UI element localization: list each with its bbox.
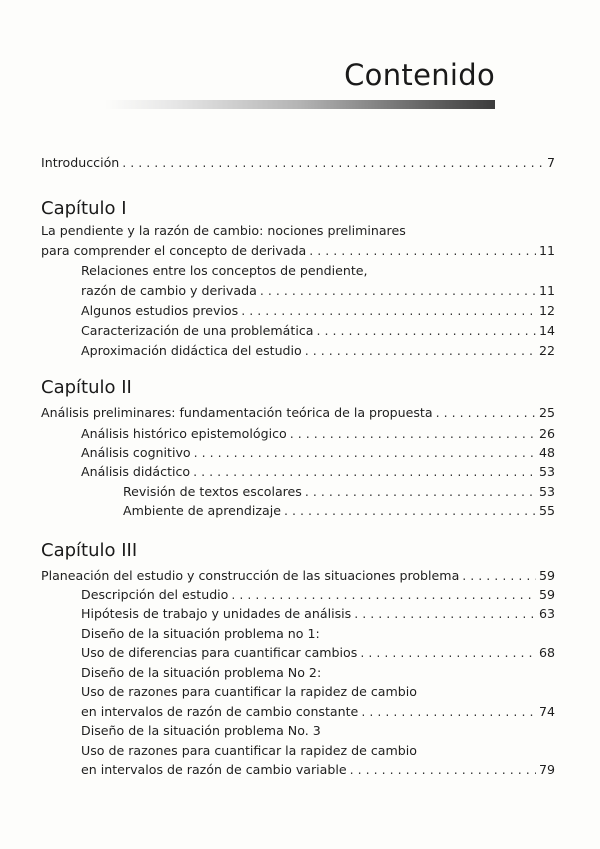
toc-entry[interactable] [81, 343, 555, 359]
dot-leader [305, 343, 536, 359]
toc-entry-label: Análisis cognitivo [81, 445, 191, 460]
dot-leader [290, 426, 536, 442]
toc-entry[interactable] [81, 426, 555, 442]
toc-entry-planeacion[interactable] [41, 568, 555, 584]
toc-page-number: 74 [538, 704, 555, 719]
toc-entry-label: Introducción [41, 155, 120, 170]
page-title: Contenido [344, 58, 495, 92]
dot-leader [361, 704, 536, 720]
toc-entry-situacion-2[interactable] [81, 704, 555, 720]
toc-page-number: 12 [538, 303, 555, 318]
dot-leader [194, 445, 536, 461]
toc-page-number: 53 [538, 464, 555, 479]
dot-leader [305, 484, 536, 500]
toc-entry-label: Descripción del estudio [81, 587, 229, 602]
chapter-heading-1: Capítulo I [41, 198, 127, 219]
toc-entry-introduccion[interactable] [41, 155, 555, 171]
toc-page-number: 14 [538, 323, 555, 338]
dot-leader [193, 464, 536, 480]
toc-page-number: 26 [538, 426, 555, 441]
dot-leader [260, 283, 536, 299]
toc-entry-label: Caracterización de una problemática [81, 323, 314, 338]
toc-entry-analisis-preliminares[interactable] [41, 405, 555, 421]
dot-leader [316, 323, 536, 339]
toc-entry-label: en intervalos de razón de cambio variable [81, 762, 347, 777]
toc-page-number: 63 [538, 606, 555, 621]
toc-page-number: 11 [538, 243, 555, 258]
toc-entry[interactable] [81, 587, 555, 603]
toc-entry-label: razón de cambio y derivada [81, 283, 257, 298]
toc-entry-line[interactable]: La pendiente y la razón de cambio: nociones preliminares [41, 223, 406, 238]
dot-leader [436, 405, 536, 421]
toc-subentry[interactable] [123, 503, 555, 519]
chapter-heading-3: Capítulo III [41, 540, 138, 561]
toc-entry-situacion-1[interactable] [81, 645, 555, 661]
toc-page-number: 48 [538, 445, 555, 460]
toc-entry-line[interactable]: Uso de razones para cuantificar la rapidez de cambio [81, 743, 417, 758]
toc-entry-line[interactable]: Diseño de la situación problema No. 3 [81, 723, 321, 738]
dot-leader [284, 503, 536, 519]
toc-entry-line[interactable]: Diseño de la situación problema No 2: [81, 665, 322, 680]
toc-page-number: 55 [538, 503, 555, 518]
toc-page-number: 25 [538, 405, 555, 420]
toc-page-number: 68 [538, 645, 555, 660]
toc-entry-line[interactable]: Uso de razones para cuantificar la rapidez de cambio [81, 684, 417, 699]
toc-page-number: 79 [538, 762, 555, 777]
toc-page-number: 7 [546, 155, 555, 170]
toc-entry[interactable] [81, 303, 555, 319]
dot-leader [241, 303, 536, 319]
toc-page-number: 11 [538, 283, 555, 298]
toc-entry-label: Algunos estudios previos [81, 303, 239, 318]
toc-entry-label: Análisis preliminares: fundamentación teórica de la propuesta [41, 405, 433, 420]
toc-subentry[interactable] [123, 484, 555, 500]
dot-leader [360, 645, 536, 661]
toc-entry[interactable] [81, 323, 555, 339]
toc-entry-label: para comprender el concepto de derivada [41, 243, 307, 258]
chapter-heading-2: Capítulo II [41, 377, 132, 398]
toc-page-number: 59 [538, 568, 555, 583]
dot-leader [350, 762, 536, 778]
toc-page-number: 59 [538, 587, 555, 602]
toc-entry-pendiente[interactable] [41, 243, 555, 259]
dot-leader [309, 243, 536, 259]
toc-entry-line[interactable]: Relaciones entre los conceptos de pendiente, [81, 263, 368, 278]
toc-entry-label: Aproximación didáctica del estudio [81, 343, 302, 358]
toc-entry-label: Planeación del estudio y construcción de las situaciones problema [41, 568, 460, 583]
toc-entry-label: Hipótesis de trabajo y unidades de análisis [81, 606, 352, 621]
dot-leader [231, 587, 536, 603]
toc-entry-label: Ambiente de aprendizaje [123, 503, 281, 518]
toc-entry-relaciones[interactable] [81, 283, 555, 299]
toc-entry-label: en intervalos de razón de cambio constante [81, 704, 359, 719]
toc-page-number: 53 [538, 484, 555, 499]
toc-entry-label: Uso de diferencias para cuantificar cambios [81, 645, 358, 660]
dot-leader [122, 155, 544, 171]
toc-page-number: 22 [538, 343, 555, 358]
toc-entry-label: Revisión de textos escolares [123, 484, 302, 499]
toc-entry-line[interactable]: Diseño de la situación problema no 1: [81, 626, 320, 641]
dot-leader [462, 568, 536, 584]
toc-entry[interactable] [81, 606, 555, 622]
toc-entry[interactable] [81, 464, 555, 480]
toc-entry-situacion-3[interactable] [81, 762, 555, 778]
dot-leader [354, 606, 536, 622]
toc-entry-label: Análisis didáctico [81, 464, 191, 479]
toc-entry-label: Análisis histórico epistemológico [81, 426, 287, 441]
toc-entry[interactable] [81, 445, 555, 461]
